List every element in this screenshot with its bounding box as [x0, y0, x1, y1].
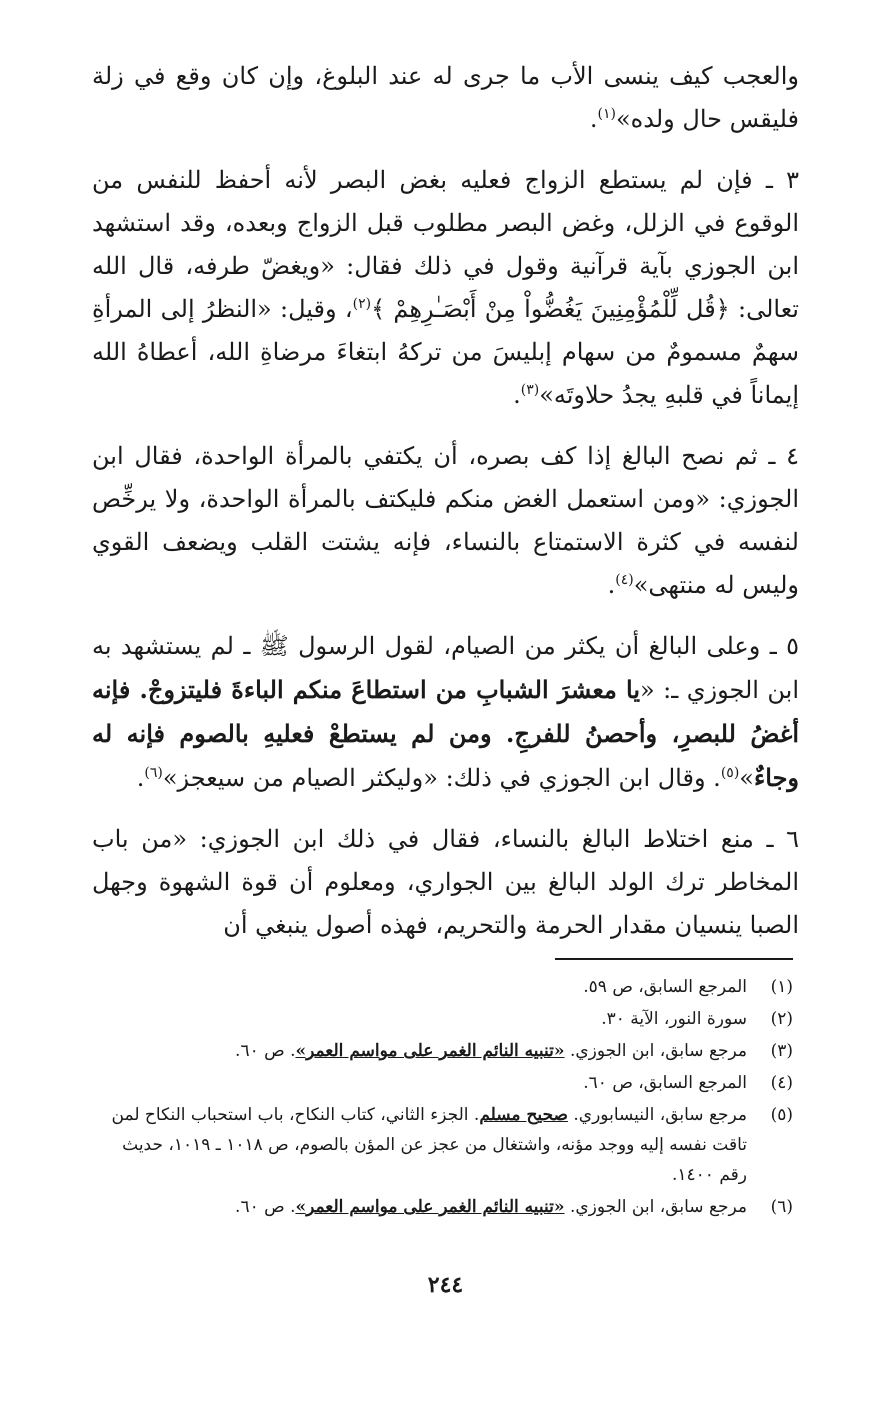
- paragraph-3: ٣ ـ فإن لم يستطع الزواج فعليه بغض البصر لأنه أحفظ للنفس من الوقوع في الزلل، وغض البصر مطلوب قبل الزواج وبعده، وقد استشهد ابن الجوزي بآية قرآنية وقول في ذلك فقال: «ويغضّ طرفه، قال الله تعالى: ﴿قُل لِّلْمُؤْمِنِينَ يَغُضُّواْ مِنْ أَبْصَـٰرِهِمْ ﴾$^{(٢)}$، وقيل: «النظرُ إلى المرأةِ سهمٌ مسمومٌ من سهام إبليسَ من تركهُ ابتغاءَ مرضاةِ الله، أعطاهُ الله إيماناً في قلبهِ يجدُ حلاوتَه»$^{(٣)}$.: [92, 166, 799, 409]
- footnote-1: [92, 972, 793, 1002]
- footnote-text: سورة النور، الآية ٣٠.: [601, 1009, 747, 1029]
- footnote-number: (١): [770, 977, 793, 997]
- paragraph-4: ٤ ـ ثم نصح البالغ إذا كف بصره، أن يكتفي بالمرأة الواحدة، فقال ابن الجوزي: «ومن استعمل الغض منكم فليكتف بالمرأة الواحدة، ولا يرخِّص لنفسه في كثرة الاستمتاع بالنساء، فإنه يشتت القلب ويضعف القوي وليس له منتهى»$^{(٤)}$.: [92, 442, 799, 599]
- page-number: ٢٤٤: [427, 1272, 464, 1298]
- footnote-number: (٤): [770, 1073, 793, 1093]
- book-title: «تنبيه النائم الغمر على مواسم العمر»: [295, 1197, 565, 1217]
- book-title: صحيح مسلم: [479, 1105, 568, 1125]
- paragraph-5-text-b: . وقال ابن الجوزي في ذلك: «وليكثر الصيام من سيعجز»: [162, 764, 721, 792]
- footnote-2: [92, 1004, 793, 1034]
- paragraph-5: ٥ ـ وعلى البالغ أن يكثر من الصيام، لقول الرسول ﷺ ـ لم يستشهد به ابن الجوزي ـ: «يا معشرَ الشبابِ من استطاعَ منكم الباءةَ فليتزوجْ. فإنه أغضُ للبصرِ، وأحصنُ للفرجِ. ومن لم يستطعْ فعليهِ بالصوم فإنه له وجاءٌ»$^{(٥)}$. وقال ابن الجوزي في ذلك: «وليكثر الصيام من سيعجز»$^{(٦)}$.: [92, 632, 799, 792]
- footnote-source: مرجع سابق، ابن الجوزي.: [564, 1041, 747, 1061]
- footnote-5: [92, 1100, 793, 1190]
- main-text: [92, 55, 799, 965]
- paragraph-3-text-b: ، وقيل: «النظرُ إلى المرأةِ سهمٌ مسمومٌ من سهام إبليسَ من تركهُ ابتغاءَ مرضاةِ الله، أعطاهُ الله إيماناً في قلبهِ يجدُ حلاوتَه»: [92, 295, 799, 409]
- paragraph-4-text: ٤ ـ ثم نصح البالغ إذا كف بصره، أن يكتفي بالمرأة الواحدة، فقال ابن الجوزي: «ومن استعمل الغض منكم فليكتف بالمرأة الواحدة، ولا يرخِّص لنفسه في كثرة الاستمتاع بالنساء، فإنه يشتت القلب ويضعف القوي وليس له منتهى»: [92, 442, 799, 599]
- footnote-source: مرجع سابق، النيسابوري.: [567, 1105, 747, 1125]
- footnote-ref-3: (٣): [520, 382, 540, 398]
- footnote-4: [92, 1068, 793, 1098]
- footnote-ref-4: (٤): [615, 572, 634, 588]
- footnote-text: [92, 1192, 747, 1222]
- footnotes: [92, 972, 793, 1224]
- footnote-3: [92, 1036, 793, 1066]
- footnote-text: المرجع السابق، ص ٥٩.: [583, 977, 747, 997]
- paragraph-intro-text: والعجب كيف ينسى الأب ما جرى له عند البلوغ، وإن كان وقع في زلة فليقس حال ولده»: [92, 62, 799, 133]
- footnote-number: (٢): [770, 1009, 793, 1029]
- footnote-text: [92, 1036, 747, 1066]
- hadith-quote: يا معشرَ الشبابِ من استطاعَ منكم الباءةَ فليتزوجْ. فإنه أغضُ للبصرِ، وأحصنُ للفرجِ. ومن لم يستطعْ فعليهِ بالصوم فإنه له وجاءٌ: [92, 675, 799, 792]
- footnote-page: . ص ٦٠.: [235, 1197, 296, 1217]
- footnote-source: مرجع سابق، ابن الجوزي.: [564, 1197, 747, 1217]
- paragraph-6-text: ٦ ـ منع اختلاط البالغ بالنساء، فقال في ذلك ابن الجوزي: «من باب المخاطر ترك الولد البالغ بين الجواري، ومعلوم أن قوة الشهوة وجهل الصبا ينسيان مقدار الحرمة والتحريم، فهذه أصول ينبغي أن: [92, 825, 799, 939]
- footnote-number: (٥): [770, 1105, 793, 1125]
- paragraph-6: [92, 818, 799, 947]
- footnote-6: [92, 1192, 793, 1222]
- footnote-divider: [555, 958, 793, 960]
- footnote-page: . ص ٦٠.: [235, 1041, 296, 1061]
- footnote-ref-5: (٥): [720, 765, 740, 781]
- footnote-number: (٦): [770, 1197, 793, 1217]
- footnote-ref-2: (٢): [352, 296, 372, 312]
- footnote-text: المرجع السابق، ص ٦٠.: [583, 1073, 747, 1093]
- footnote-details: . الجزء الثاني، كتاب النكاح، باب استحباب النكاح لمن تاقت نفسه إليه ووجد مؤنه، واشتغال من عجز عن المؤن بالصوم، ص ١٠١٨ ـ ١٠١٩، حديث رقم ١٤٠٠.: [111, 1105, 747, 1185]
- paragraph-5-text-a: ٥ ـ وعلى البالغ أن يكثر من الصيام، لقول الرسول ﷺ ـ لم يستشهد به ابن الجوزي ـ: «: [92, 632, 799, 704]
- footnote-ref-6: (٦): [144, 765, 163, 781]
- footnote-text: [92, 1100, 747, 1190]
- paragraph-intro: والعجب كيف ينسى الأب ما جرى له عند البلوغ، وإن كان وقع في زلة فليقس حال ولده»$^{(١)}$.: [92, 62, 799, 133]
- book-title: «تنبيه النائم الغمر على مواسم العمر»: [295, 1041, 565, 1061]
- footnote-ref-1: (١): [597, 106, 616, 122]
- footnote-number: (٣): [770, 1041, 793, 1061]
- paragraph-3-text-a: ٣ ـ فإن لم يستطع الزواج فعليه بغض البصر لأنه أحفظ للنفس من الوقوع في الزلل، وغض البصر مطلوب قبل الزواج وبعده، وقد استشهد ابن الجوزي بآية قرآنية وقول في ذلك فقال: «ويغضّ طرفه، قال الله تعالى: ﴿قُل لِّلْمُؤْمِنِينَ يَغُضُّواْ مِنْ أَبْصَـٰرِهِمْ ﴾: [92, 166, 799, 323]
